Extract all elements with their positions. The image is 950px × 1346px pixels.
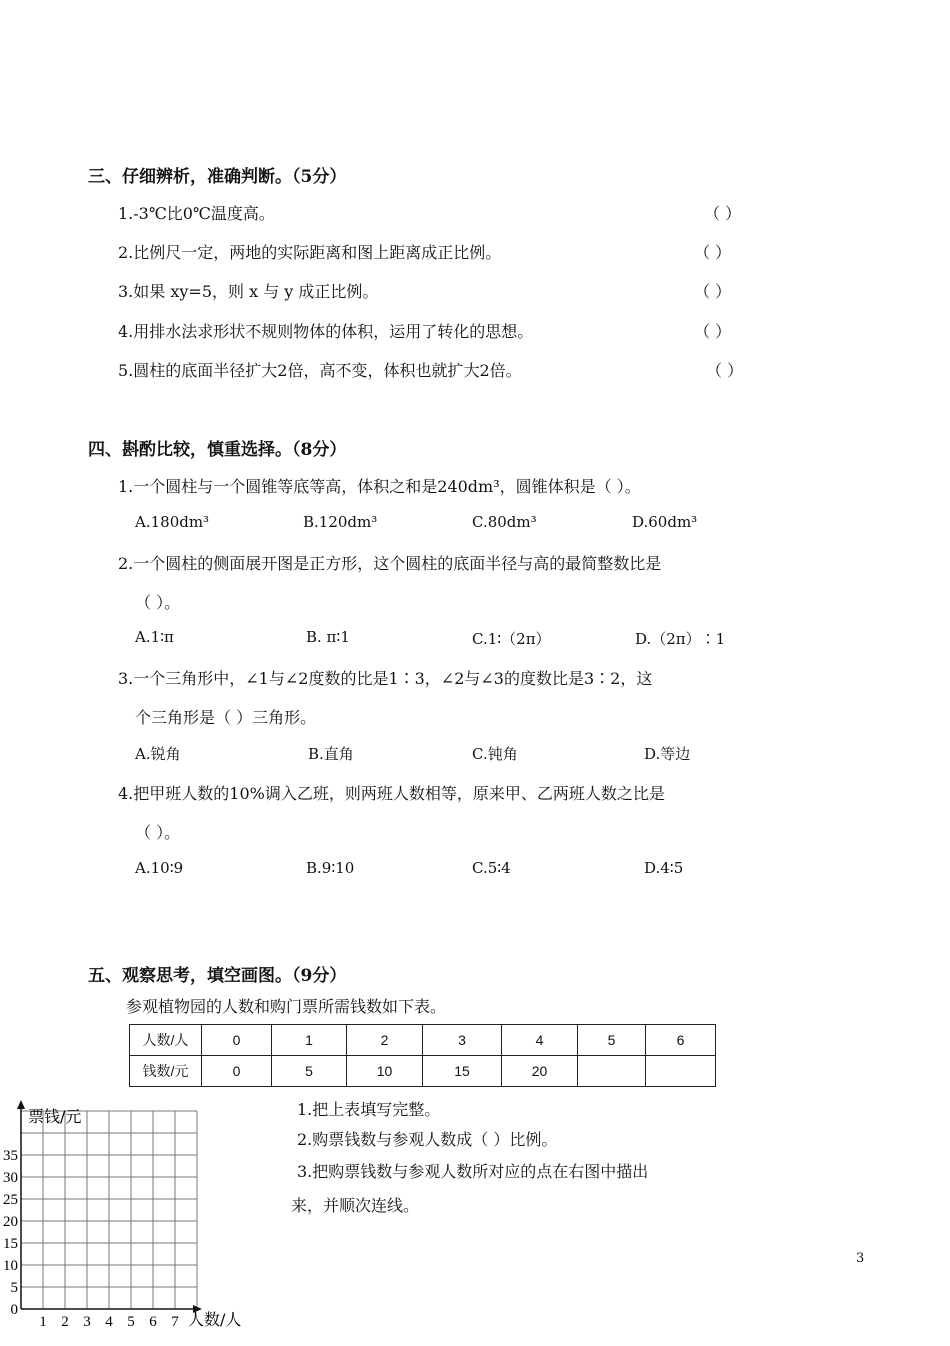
y-tick-label: 5 [10, 1280, 18, 1296]
x-tick-label: 4 [105, 1314, 113, 1330]
y-tick-label: 25 [3, 1192, 18, 1208]
x-axis-label: 人数/人 [188, 1310, 242, 1329]
table-cell: 5 [578, 1025, 646, 1056]
x-tick-label: 3 [83, 1314, 91, 1330]
q4-option-d[interactable]: D.4∶5 [644, 859, 684, 877]
choice-q2-line1: 2.一个圆柱的侧面展开图是正方形，这个圆柱的底面半径与高的最简整数比是 [118, 554, 662, 573]
judge-item-1: 1.-3℃比0℃温度高。 [118, 204, 275, 223]
table-cell: 6 [646, 1025, 716, 1056]
choice-q2-line2: （ ）。 [135, 593, 181, 612]
section5-title: 五、观察思考，填空画图。（9分） [88, 966, 347, 986]
judge-answer-5[interactable]: （ ） [706, 361, 744, 380]
page-number: 3 [856, 1251, 865, 1266]
section5-intro: 参观植物园的人数和购门票所需钱数如下表。 [126, 997, 447, 1016]
coordinate-grid[interactable] [0, 1095, 270, 1335]
y-axis-label: 票钱/元 [28, 1107, 82, 1126]
y-tick-label: 10 [3, 1258, 18, 1274]
table-cell: 2 [347, 1025, 423, 1056]
y-tick-label: 15 [3, 1236, 18, 1252]
q2-option-d[interactable]: D.（2π）∶1 [635, 630, 726, 648]
q3-option-a[interactable]: A.锐角 [135, 745, 181, 763]
table-cell: 20 [502, 1056, 578, 1087]
judge-item-5: 5.圆柱的底面半径扩大2倍，高不变，体积也就扩大2倍。 [118, 361, 522, 380]
choice-q3-line2: 个三角形是（ ）三角形。 [135, 708, 317, 727]
table-cell: 15 [423, 1056, 502, 1087]
judge-item-3: 3.如果 xy=5，则 x 与 y 成正比例。 [118, 282, 379, 301]
table-header-money: 钱数/元 [130, 1056, 202, 1087]
table-cell: 0 [202, 1025, 272, 1056]
table-cell: 10 [347, 1056, 423, 1087]
x-tick-label: 2 [61, 1314, 69, 1330]
q4-option-b[interactable]: B.9∶10 [306, 859, 355, 877]
choice-q4-line2: （ ）。 [135, 823, 181, 842]
judge-answer-4[interactable]: （ ） [694, 322, 732, 341]
task-3: 3.把购票钱数与参观人数所对应的点在右图中描出 [297, 1162, 649, 1181]
table-cell: 3 [423, 1025, 502, 1056]
q1-option-c[interactable]: C.80dm³ [472, 513, 537, 531]
table-cell-blank[interactable] [646, 1056, 716, 1087]
choice-q4-line1: 4.把甲班人数的10%调入乙班，则两班人数相等，原来甲、乙两班人数之比是 [118, 784, 665, 803]
x-tick-label: 1 [39, 1314, 47, 1330]
x-tick-label: 6 [149, 1314, 157, 1330]
q1-option-b[interactable]: B.120dm³ [303, 513, 378, 531]
q1-option-d[interactable]: D.60dm³ [632, 513, 698, 531]
task-1: 1.把上表填写完整。 [297, 1100, 441, 1119]
q1-option-a[interactable]: A.180dm³ [135, 513, 210, 531]
section4-title: 四、斟酌比较，慎重选择。（8分） [88, 440, 347, 460]
y-tick-label: 35 [3, 1148, 18, 1164]
table-header-people: 人数/人 [130, 1025, 202, 1056]
task-2: 2.购票钱数与参观人数成（ ）比例。 [297, 1130, 558, 1149]
table-row [130, 1025, 716, 1056]
table-cell: 1 [272, 1025, 347, 1056]
judge-item-2: 2.比例尺一定，两地的实际距离和图上距离成正比例。 [118, 243, 502, 262]
judge-answer-3[interactable]: （ ） [694, 282, 732, 301]
table-cell: 4 [502, 1025, 578, 1056]
judge-answer-1[interactable]: （ ） [704, 204, 742, 223]
q3-option-c[interactable]: C.钝角 [472, 745, 518, 763]
y-tick-label: 20 [3, 1214, 18, 1230]
table-cell-blank[interactable] [578, 1056, 646, 1087]
section3-title: 三、仔细辨析，准确判断。（5分） [88, 167, 347, 187]
table-cell: 5 [272, 1056, 347, 1087]
task-4: 来，并顺次连线。 [291, 1196, 420, 1215]
y-tick-label: 0 [10, 1302, 18, 1318]
choice-q3-line1: 3.一个三角形中，∠1与∠2度数的比是1∶3，∠2与∠3的度数比是3∶2，这 [118, 669, 653, 688]
y-axis-arrow [17, 1100, 25, 1109]
y-tick-label: 30 [3, 1170, 18, 1186]
x-tick-label: 7 [171, 1314, 179, 1330]
table-cell: 0 [202, 1056, 272, 1087]
judge-answer-2[interactable]: （ ） [694, 243, 732, 262]
q4-option-a[interactable]: A.10∶9 [135, 859, 184, 877]
q3-option-d[interactable]: D.等边 [644, 745, 691, 763]
ticket-table [129, 1024, 716, 1087]
choice-q1: 1.一个圆柱与一个圆锥等底等高，体积之和是240dm³，圆锥体积是（ ）。 [118, 477, 641, 496]
judge-item-4: 4.用排水法求形状不规则物体的体积，运用了转化的思想。 [118, 322, 534, 341]
q4-option-c[interactable]: C.5∶4 [472, 859, 511, 877]
table-row [130, 1056, 716, 1087]
x-tick-label: 5 [127, 1314, 135, 1330]
q2-option-c[interactable]: C.1∶（2π） [472, 630, 551, 648]
q2-option-a[interactable]: A.1∶π [135, 628, 174, 646]
q2-option-b[interactable]: B. π∶1 [306, 628, 350, 646]
q3-option-b[interactable]: B.直角 [308, 745, 354, 763]
